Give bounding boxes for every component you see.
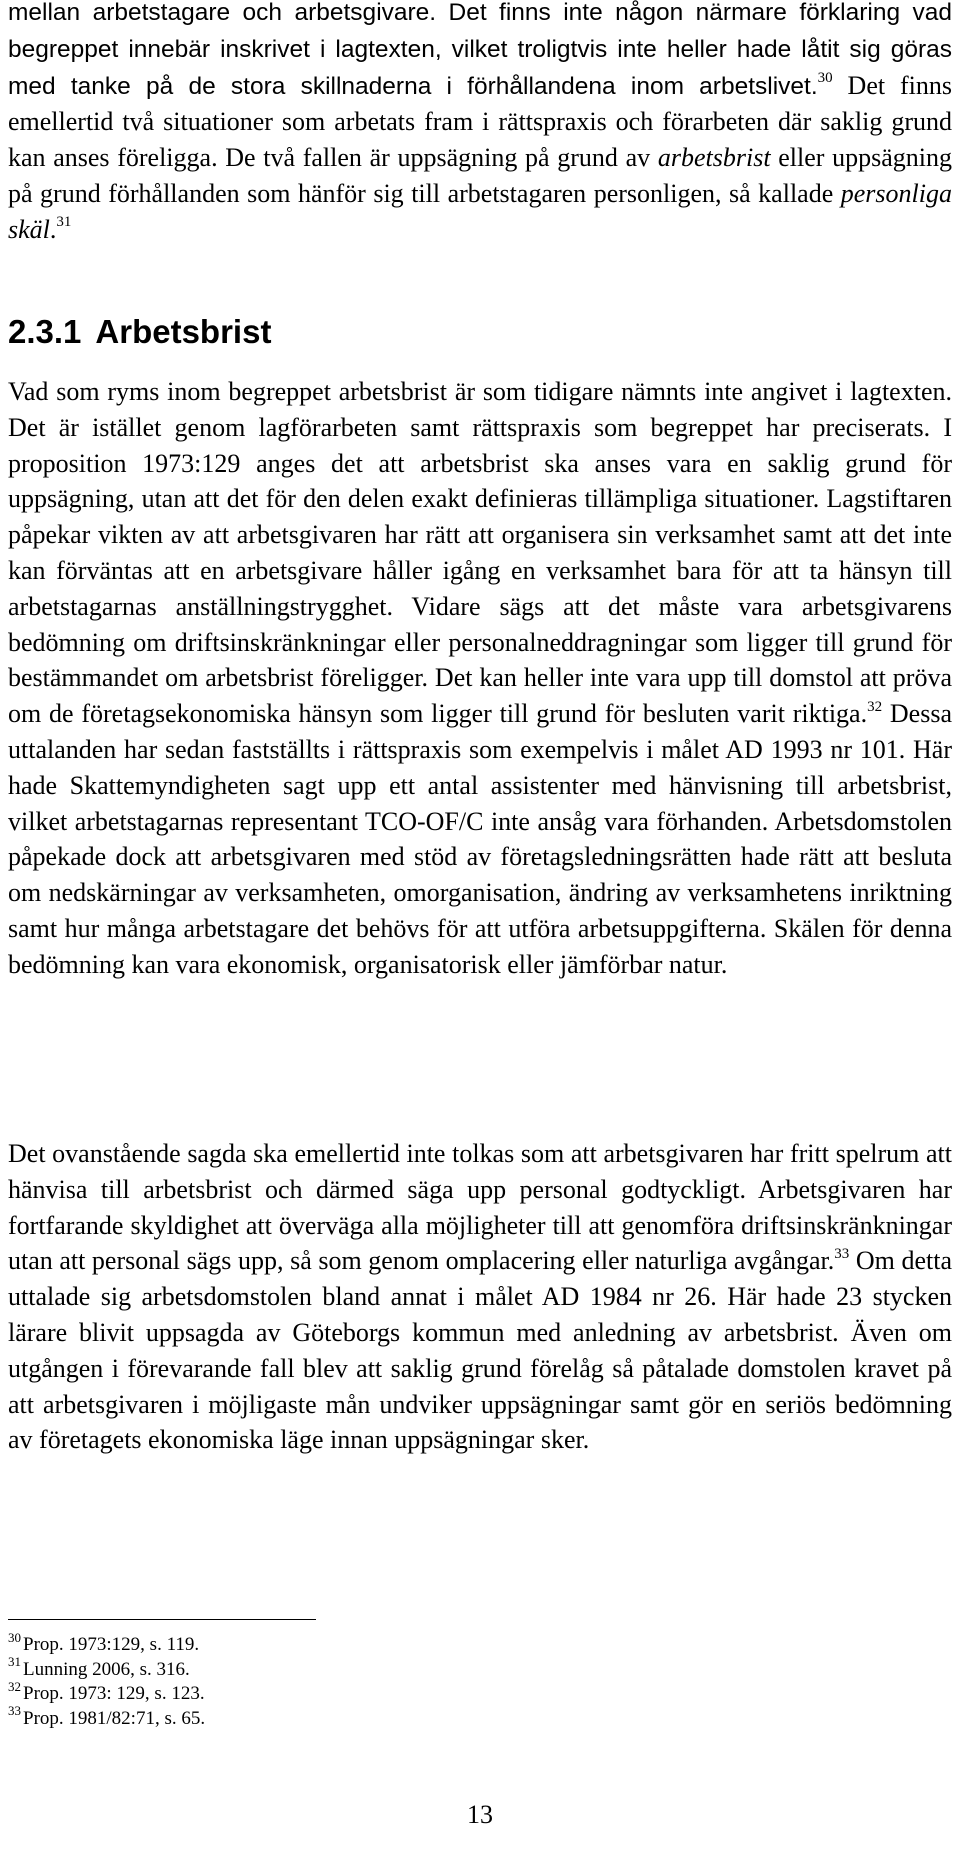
footnote-divider xyxy=(8,1619,316,1620)
footnote-text: Lunning 2006, s. 316. xyxy=(23,1658,190,1680)
paragraph-text: Dessa uttalanden har sedan fastställts i rättspraxis som exempelvis i målet AD 1993 nr 101. Här hade Skattemyndigheten sagt upp ett antal assistenter med hänvisning till arbetsbrist, vilket arbetstagarnas representant TCO-OF/C inte ansåg vara förhanden. Arbetsdomstolen påpekade dock att arbetsgivaren med stöd av företagsledningsrätten hade rätt att besluta om nedskärningar av verksamheten, omorganisation, ändring av verksamhetens inriktning samt hur många arbetstagare det behövs för att utföra arbetsuppgifterna. Skälen för denna bedömning kan vara ekonomisk, organisatorisk eller jämförbar natur. xyxy=(8,699,953,979)
section-heading xyxy=(8,312,271,352)
footnote-reference[interactable]: 32 xyxy=(867,698,883,715)
paragraph-text: Det finns inte någon närmare förklaring vad begreppet innebär inskrivet i lagtexten, vilket troligtvis inte heller hade låtit sig göras med tanke på de stora skillnaderna i förhållandena inom arbetslivet. xyxy=(8,0,952,100)
footnote-reference[interactable]: 33 xyxy=(834,1245,850,1262)
footnote-reference[interactable]: 30 xyxy=(817,69,833,86)
emphasis-term: arbetsbrist xyxy=(657,143,771,173)
footnote-number: 32 xyxy=(8,1678,21,1694)
section-title: Arbetsbrist xyxy=(95,313,272,350)
paragraph-text: Vad som ryms inom begreppet arbetsbrist är som tidigare nämnts inte angivet i lagtexten. Det är istället genom lagförarbeten samt rättspraxis som begreppet har preciserats. I proposition 1973:129 anges det att arbetsbrist ska anses vara en saklig grund för uppsägning, utan att det för den delen exakt definieras tillämpliga situationer. Lagstiftaren påpekar vikten av att arbetsgivaren har rätt att organisera sin verksamhet samt att det inte kan förväntas att en arbetsgivare håller igång en verksamhet bara för att ta hänsyn till arbetstagarnas anställningstrygghet. Vidare sägs att det måste vara arbetsgivarens bedömning om driftsinskränkningar eller personalneddragningar som ligger till grund för bestämmandet om arbetsbrist föreligger. Det kan heller inte vara upp till domstol att pröva om de företagsekonomiska hänsyn som ligger till grund för besluten varit riktiga. xyxy=(8,377,952,729)
paragraph-text: eller uppsägning på grund förhållanden som hänför sig till arbetstagaren personligen, så kallade xyxy=(8,143,952,208)
paragraph-arbetsbrist xyxy=(8,374,952,983)
footnote-text: Prop. 1981/82:71, s. 65. xyxy=(23,1707,206,1729)
footnote-number: 30 xyxy=(8,1629,21,1645)
paragraph-text: Om detta uttalade sig arbetsdomstolen bland annat i målet AD 1984 nr 26. Här hade 23 stycken lärare blivit uppsagda av Göteborgs kommun med anledning av arbetsbrist. Även om utgången i förevarande fall blev att saklig grund förelåg så påtalade domstolen kravet på att arbetsgivaren i möjligaste mån undviker uppsägningar samt gör en seriös bedömning av företagets ekonomiska läge innan uppsägningar sker. xyxy=(8,1246,952,1455)
footnote-number: 31 xyxy=(8,1654,21,1670)
footnote-number: 33 xyxy=(8,1703,21,1719)
paragraph-saklig-grund xyxy=(8,0,952,248)
section-number: 2.3.1 xyxy=(8,313,82,350)
emphasis-term: personliga skäl xyxy=(8,178,952,244)
footnote-reference[interactable]: 31 xyxy=(56,214,72,231)
paragraph-text: Det ovanstående sagda ska emellertid inte tolkas som att arbetsgivaren har fritt spelrum att hänvisa till arbetsbrist och därmed säga upp personal godtyckligt. Arbetsgivaren har fortfarande skyldighet att överväga alla möjligheter till att genomföra driftsinskränkningar utan att personal sägs upp, så som genom omplacering eller naturliga avgångar. xyxy=(8,1139,952,1276)
footnote xyxy=(8,1654,205,1683)
footnote xyxy=(8,1629,205,1658)
paragraph-omplacering xyxy=(8,1136,952,1458)
paragraph-text: mellan arbetstagare och arbetsgivare. xyxy=(8,0,437,26)
footnotes xyxy=(8,1629,206,1731)
footnote-text: Prop. 1973: 129, s. 123. xyxy=(23,1683,205,1704)
page-number: 13 xyxy=(467,1800,493,1829)
footnote xyxy=(8,1703,206,1732)
paragraph-text: . xyxy=(49,214,57,244)
footnote xyxy=(8,1678,205,1707)
footnote-text: Prop. 1973:129, s. 119. xyxy=(23,1634,200,1655)
paragraph-text: Det finns emellertid två situationer som arbetats fram i rättspraxis och förarbeten där saklig grund kan anses föreligga. De två fallen är uppsägning på grund av xyxy=(8,70,952,173)
